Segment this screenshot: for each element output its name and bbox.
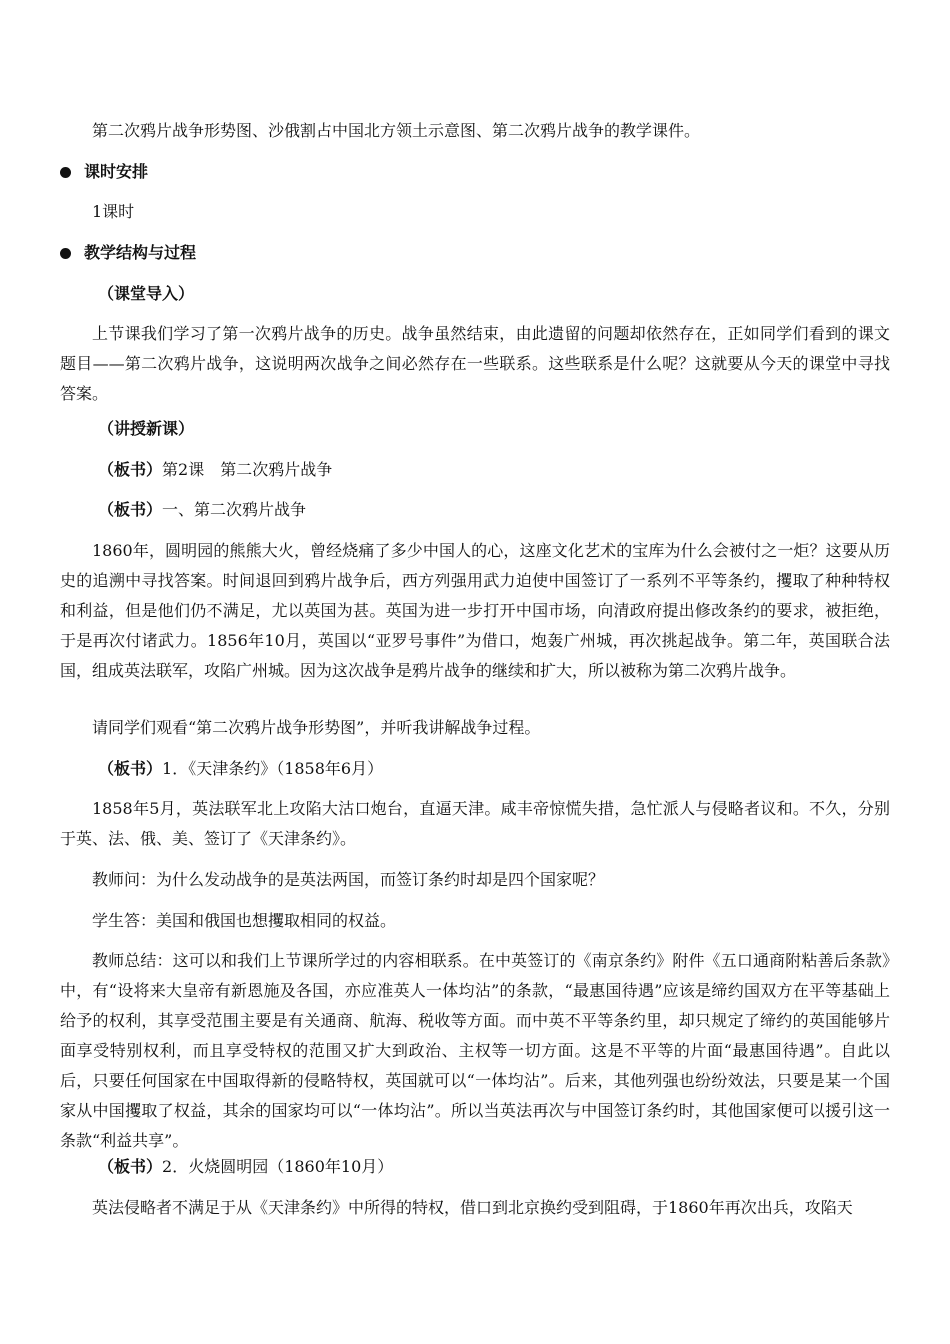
paragraph-last: 英法侵略者不满足于从《天津条约》中所得的特权，借口到北京换约受到阻碍，于1860年再次出兵，攻陷天 (92, 1198, 853, 1217)
schedule-content: 1课时 (92, 202, 135, 221)
paragraph-1858: 1858年5月，英法联军北上攻陷大沽口炮台，直逼天津。咸丰帝惊慌失措，急忙派人与侵略者议和。不久，分别于英、法、俄、美、签订了《天津条约》。 (60, 799, 890, 848)
board-tag: （板书） (98, 500, 163, 519)
board-line-3 (60, 754, 928, 784)
section-title: 课时安排 (84, 162, 149, 181)
intro-paragraph: 上节课我们学习了第一次鸦片战争的历史。战争虽然结束，由此遗留的问题却依然存在，正如同学们看到的课文题目——第二次鸦片战争，这说明两次战争之间必然存在一些联系。这些联系是什么呢？这就要从今天的课堂中寻找答案。 (60, 324, 890, 403)
board-tag: （板书） (98, 1157, 163, 1176)
bullet-icon (60, 167, 71, 178)
section-title: 教学结构与过程 (84, 243, 197, 262)
student-answer: 学生答：美国和俄国也想攫取相同的权益。 (92, 911, 397, 930)
board-line-1 (60, 455, 928, 485)
paragraph-map: 请同学们观看“第二次鸦片战争形势图”，并听我讲解战争过程。 (92, 718, 541, 737)
board-text: 第2课 第二次鸦片战争 (162, 460, 333, 479)
teaching-materials-text: 第二次鸦片战争形势图、沙俄割占中国北方领土示意图、第二次鸦片战争的教学课件。 (92, 121, 701, 140)
board-line-4 (60, 1152, 928, 1182)
bullet-icon (60, 248, 71, 259)
board-text: 2．火烧圆明园（1860年10月） (162, 1157, 394, 1176)
paragraph-1860: 1860年，圆明园的熊熊大火，曾经烧痛了多少中国人的心，这座文化艺术的宝库为什么会被付之一炬？这要从历史的追溯中寻找答案。时间退回到鸦片战争后，西方列强用武力迫使中国签订了一系列不平等条约，攫取了种种特权和利益，但是他们仍不满足，尤以英国为甚。英国为进一步打开中国市场，向清政府提出修改条约的要求，被拒绝，于是再次付诸武力。1856年10月，英国以“亚罗号事件”为借口，炮轰广州城，再次挑起战争。第二年，英国联合法国，组成英法联军，攻陷广州城。因为这次战争是鸦片战争的继续和扩大，所以被称为第二次鸦片战争。 (60, 541, 890, 680)
board-tag: （板书） (98, 460, 163, 479)
board-text: 1．《天津条约》（1858年6月） (162, 759, 384, 778)
board-line-2 (60, 495, 928, 525)
board-text: 一、第二次鸦片战争 (162, 500, 307, 519)
intro-heading: （课堂导入） (98, 284, 195, 303)
teacher-summary: 教师总结：这可以和我们上节课所学过的内容相联系。在中英签订的《南京条约》附件《五口通商附粘善后条款》中，有“设将来大皇帝有新恩施及各国，亦应准英人一体均沾”的条款，“最惠国待遇”应该是缔约国双方在平等基础上给予的权利，其享受范围主要是有关通商、航海、税收等方面。而中英不平等条约里，却只规定了缔约的英国能够片面享受特别权利，而且享受特权的范围又扩大到政治、主权等一切方面。这是不平等的片面“最惠国待遇”。自此以后，只要任何国家在中国取得新的侵略特权，英国就可以“一体均沾”。后来，其他列强也纷纷效法，只要是某一个国家从中国攫取了权益，其余的国家均可以“一体均沾”。所以当英法再次与中国签订条约时，其他国家便可以援引这一条款“利益共享”。 (60, 951, 890, 1150)
section-heading-schedule (60, 157, 148, 187)
new-lesson-heading: （讲授新课） (98, 419, 195, 438)
section-heading-structure (60, 238, 196, 268)
teacher-question: 教师问：为什么发动战争的是英法两国，而签订条约时却是四个国家呢？ (92, 870, 605, 889)
board-tag: （板书） (98, 759, 163, 778)
